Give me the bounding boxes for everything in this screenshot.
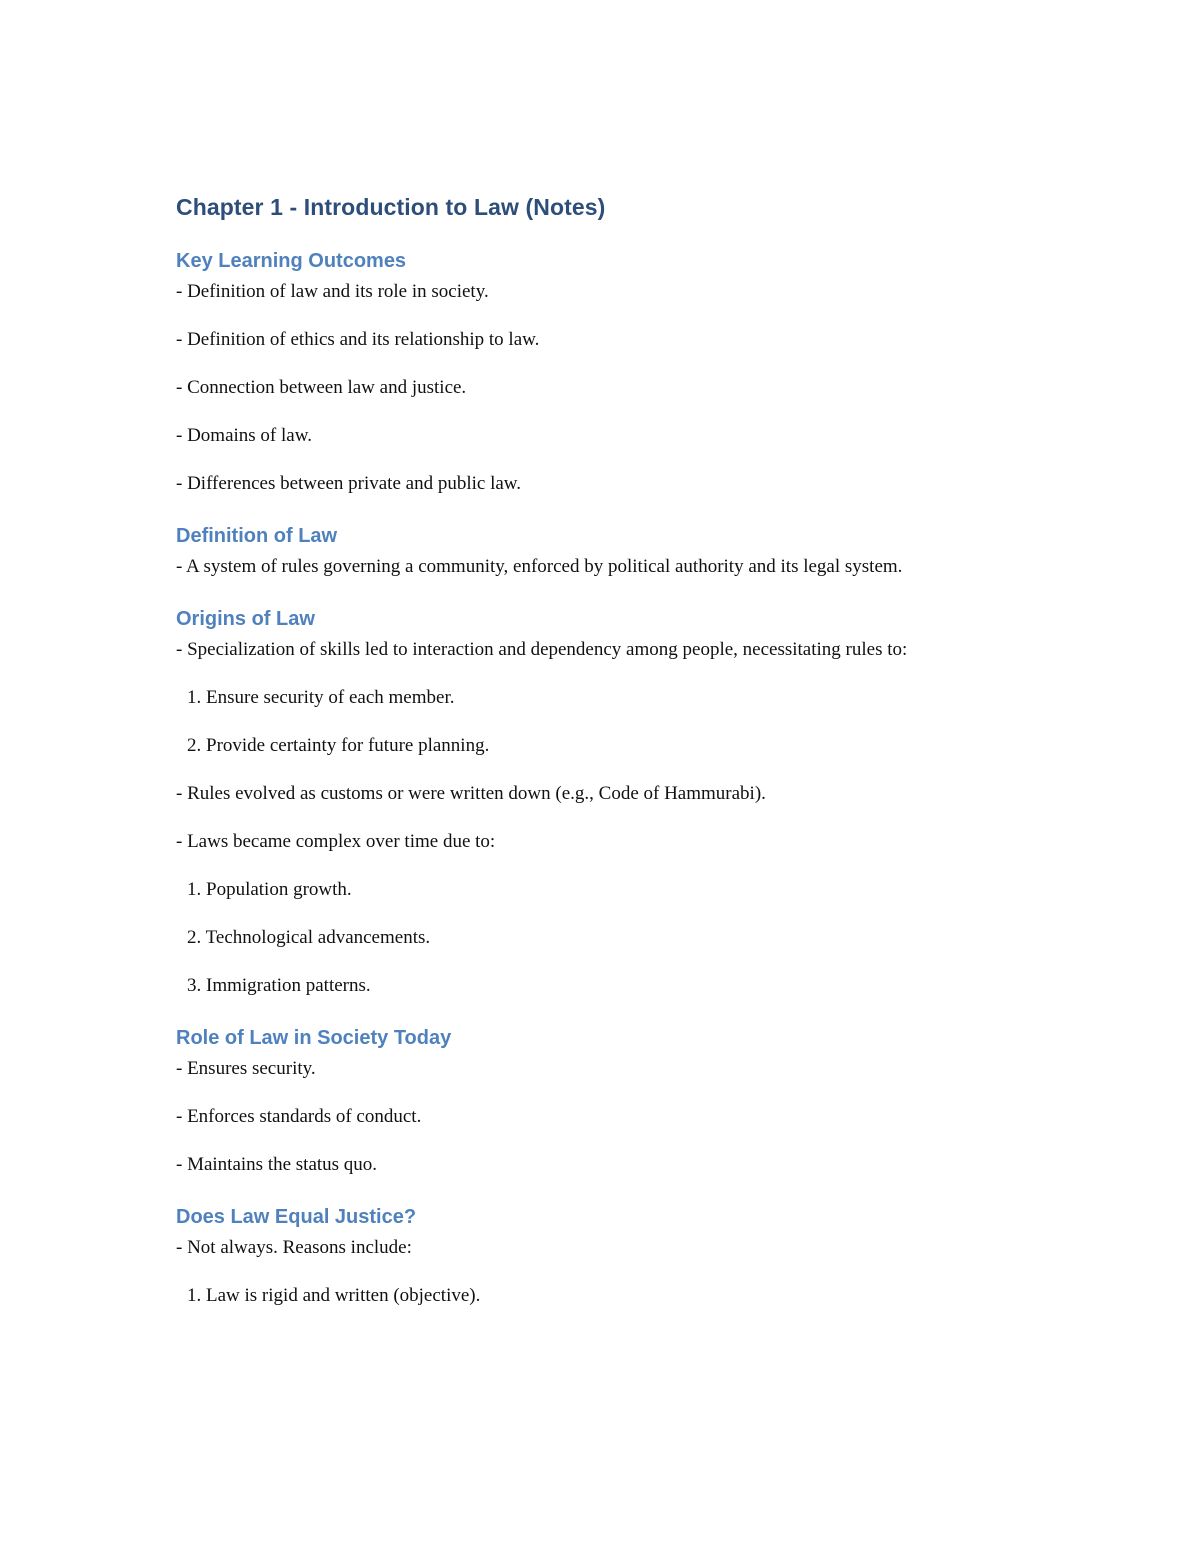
- numbered-item: 2. Technological advancements.: [187, 927, 431, 948]
- section-definition-of-law: [176, 520, 996, 581]
- document-title: Chapter 1 - Introduction to Law (Notes): [176, 194, 606, 220]
- document-page: [176, 188, 996, 1310]
- numbered-item: 1. Law is rigid and written (objective).: [187, 1285, 481, 1306]
- section-law-equal-justice: [176, 1201, 996, 1310]
- list-item: - Enforces standards of conduct.: [176, 1106, 422, 1127]
- section-heading: Key Learning Outcomes: [176, 250, 407, 272]
- section-heading: Role of Law in Society Today: [176, 1027, 452, 1049]
- list-item: - Specialization of skills led to interaction and dependency among people, necessitating rules to:: [176, 639, 908, 660]
- list-item: - Definition of ethics and its relationship to law.: [176, 329, 540, 350]
- section-role-of-law: [176, 1022, 996, 1179]
- list-item: - Ensures security.: [176, 1058, 316, 1079]
- numbered-item: 2. Provide certainty for future planning.: [187, 735, 490, 756]
- list-item: - Definition of law and its role in society.: [176, 281, 489, 302]
- numbered-item: 3. Immigration patterns.: [187, 975, 371, 996]
- section-key-learning-outcomes: [176, 245, 996, 498]
- numbered-item: 1. Ensure security of each member.: [187, 687, 455, 708]
- section-heading: Definition of Law: [176, 525, 338, 547]
- section-origins-of-law: [176, 603, 996, 1000]
- list-item: - Not always. Reasons include:: [176, 1237, 412, 1258]
- list-item: - Laws became complex over time due to:: [176, 831, 496, 852]
- list-item: - Connection between law and justice.: [176, 377, 467, 398]
- list-item: - Differences between private and public law.: [176, 473, 522, 494]
- section-heading: Does Law Equal Justice?: [176, 1206, 417, 1228]
- list-item: - Maintains the status quo.: [176, 1154, 378, 1175]
- section-heading: Origins of Law: [176, 608, 315, 630]
- numbered-item: 1. Population growth.: [187, 879, 352, 900]
- list-item: - A system of rules governing a community, enforced by political authority and its legal system.: [176, 556, 903, 577]
- list-item: - Domains of law.: [176, 425, 312, 446]
- list-item: - Rules evolved as customs or were written down (e.g., Code of Hammurabi).: [176, 783, 766, 804]
